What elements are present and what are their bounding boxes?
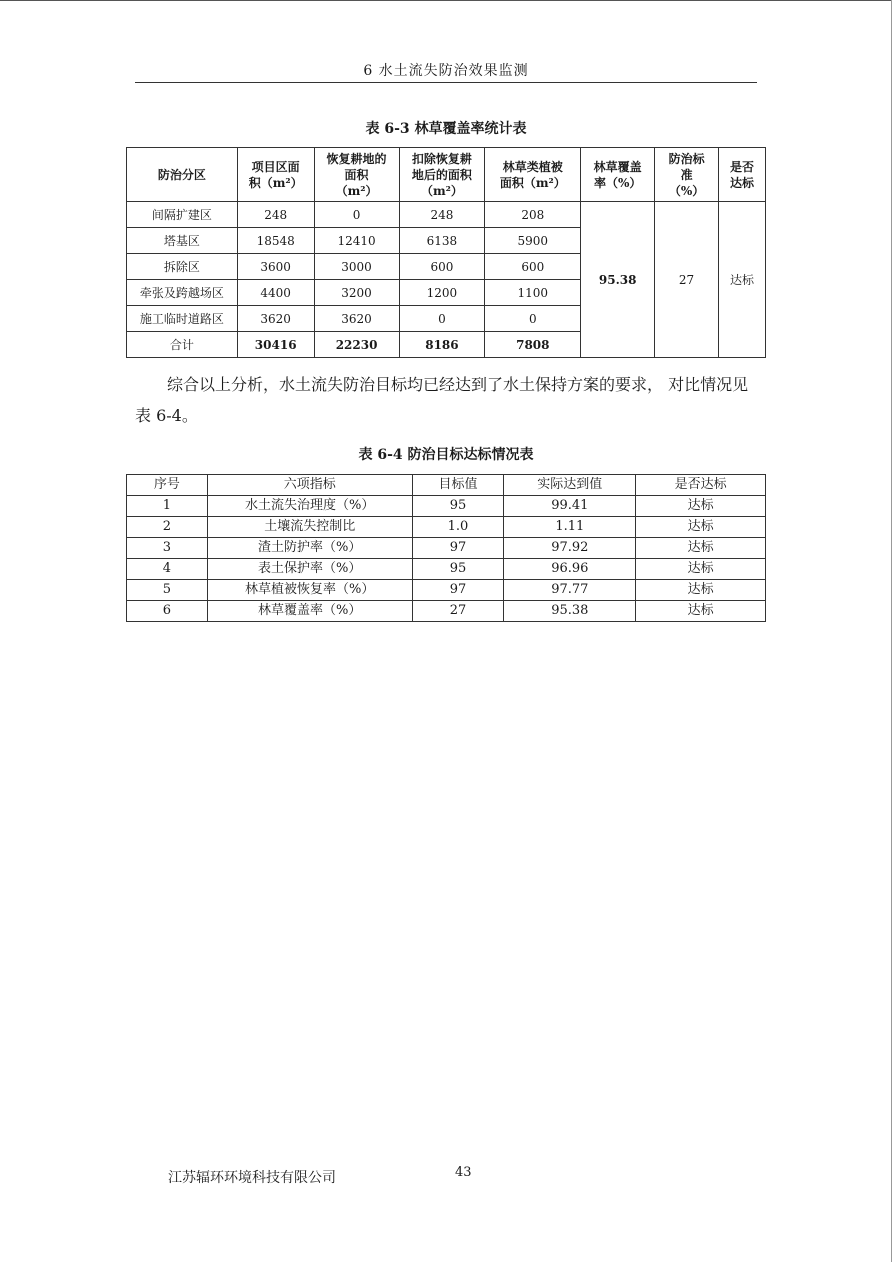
table-6-4-caption: 表 6-4 防治目标达标情况表 [358,447,534,463]
cell-no: 6 [127,601,208,622]
cell-ok: 达标 [636,580,766,601]
cell-veg: 5900 [485,228,581,254]
cell-no: 5 [127,580,208,601]
cell-deduct: 248 [399,202,485,228]
table-header-row [127,475,766,496]
cell-area: 3600 [237,254,314,280]
cell-no: 2 [127,517,208,538]
header-target: 目标值 [412,475,504,496]
cell-veg: 1100 [485,280,581,306]
cell-veg: 600 [485,254,581,280]
cell-indicator: 水土流失治理度（%） [207,496,412,517]
cell-ok: 达标 [636,517,766,538]
cell-total-label: 合计 [127,332,238,358]
header-deduct: 扣除恢复耕 地后的面积 （m²） [399,148,485,202]
cell-ok: 达标 [636,601,766,622]
header-restore: 恢复耕地的 面积 （m²） [314,148,399,202]
cell-indicator: 林草植被恢复率（%） [207,580,412,601]
cell-indicator: 渣土防护率（%） [207,538,412,559]
page-top-border [0,0,892,1]
header-rule [135,82,757,83]
cell-area: 18548 [237,228,314,254]
table-row [127,580,766,601]
header-no: 序号 [127,475,208,496]
page-number: 43 [455,1165,472,1180]
cell-restore: 3000 [314,254,399,280]
cell-zone: 牵张及跨越场区 [127,280,238,306]
cell-area: 3620 [237,306,314,332]
cell-coverage-rate: 95.38 [581,202,655,358]
cell-no: 4 [127,559,208,580]
cell-restore: 3200 [314,280,399,306]
cell-zone: 间隔扩建区 [127,202,238,228]
cell-indicator: 土壤流失控制比 [207,517,412,538]
header-result: 是否 达标 [719,148,766,202]
cell-standard: 27 [655,202,719,358]
body-paragraph: 综合以上分析，水土流失防治目标均已经达到了水土保持方案的要求， 对比情况见表 6-4。 [135,375,749,425]
cell-actual: 96.96 [504,559,636,580]
header-veg: 林草类植被 面积（m²） [485,148,581,202]
cell-total-veg: 7808 [485,332,581,358]
cell-total-deduct: 8186 [399,332,485,358]
cell-restore: 12410 [314,228,399,254]
cell-deduct: 1200 [399,280,485,306]
header-zone: 防治分区 [127,148,238,202]
table-row [127,559,766,580]
cell-deduct: 6138 [399,228,485,254]
cell-target: 97 [412,538,504,559]
cell-restore: 0 [314,202,399,228]
header-indicator: 六项指标 [207,475,412,496]
cell-no: 1 [127,496,208,517]
header-ok: 是否达标 [636,475,766,496]
header-actual: 实际达到值 [504,475,636,496]
cell-restore: 3620 [314,306,399,332]
table-6-3-caption: 表 6-3 林草覆盖率统计表 [365,121,527,137]
header-standard: 防治标 准 （%） [655,148,719,202]
cell-target: 27 [412,601,504,622]
cell-target: 97 [412,580,504,601]
cell-actual: 97.77 [504,580,636,601]
cell-target: 1.0 [412,517,504,538]
table-row [127,517,766,538]
running-header: 6 水土流失防治效果监测 [363,63,529,79]
cell-deduct: 0 [399,306,485,332]
cell-ok: 达标 [636,538,766,559]
table-row [127,538,766,559]
cell-target: 95 [412,496,504,517]
cell-deduct: 600 [399,254,485,280]
cell-no: 3 [127,538,208,559]
cell-target: 95 [412,559,504,580]
cell-actual: 99.41 [504,496,636,517]
cell-zone: 施工临时道路区 [127,306,238,332]
cell-area: 248 [237,202,314,228]
cell-indicator: 林草覆盖率（%） [207,601,412,622]
cell-result: 达标 [719,202,766,358]
cell-actual: 95.38 [504,601,636,622]
cell-veg: 208 [485,202,581,228]
cell-actual: 1.11 [504,517,636,538]
table-6-3 [126,147,766,358]
cell-veg: 0 [485,306,581,332]
cell-actual: 97.92 [504,538,636,559]
header-rate: 林草覆盖 率（%） [581,148,655,202]
cell-zone: 塔基区 [127,228,238,254]
cell-ok: 达标 [636,496,766,517]
cell-ok: 达标 [636,559,766,580]
table-row [127,202,766,228]
table-row [127,496,766,517]
footer-company: 江苏辐环环境科技有限公司 [168,1170,336,1186]
cell-indicator: 表土保护率（%） [207,559,412,580]
cell-zone: 拆除区 [127,254,238,280]
header-area: 项目区面 积（m²） [237,148,314,202]
cell-area: 4400 [237,280,314,306]
table-row [127,601,766,622]
table-6-4 [126,474,766,622]
table-header-row [127,148,766,202]
cell-total-restore: 22230 [314,332,399,358]
cell-total-area: 30416 [237,332,314,358]
